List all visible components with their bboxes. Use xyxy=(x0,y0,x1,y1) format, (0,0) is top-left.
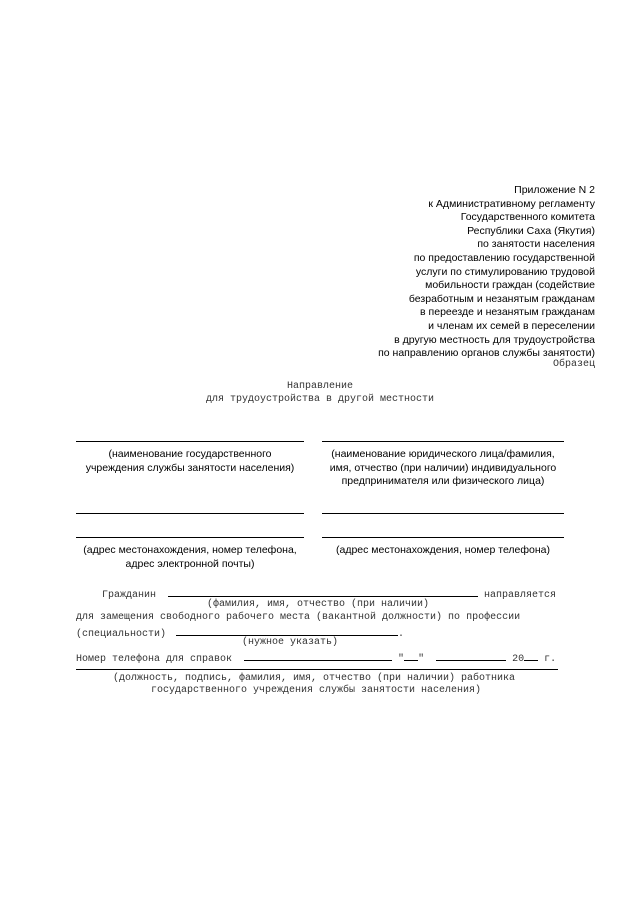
employer-name-caption: (наименование юридического лица/фамилия, имя, отчество (при наличии) индивидуального предпринимателя или физического лица) xyxy=(329,448,557,487)
document-title: Направление xyxy=(286,381,353,392)
day-field[interactable] xyxy=(404,650,418,661)
appendix-header xyxy=(255,184,595,361)
appendix-line: к Административному регламенту xyxy=(428,197,595,210)
sample-label: Образец xyxy=(552,359,595,370)
org-address-line-2[interactable] xyxy=(76,537,304,538)
specialty-field[interactable] xyxy=(176,625,398,636)
phone-label: Номер телефона для справок xyxy=(76,654,233,665)
month-field[interactable] xyxy=(436,650,506,661)
fio-hint: (фамилия, имя, отчество (при наличии) xyxy=(206,599,430,610)
appendix-line: Республики Саха (Якутия) xyxy=(467,224,595,237)
appendix-line: мобильности граждан (содействие xyxy=(425,279,595,292)
employer-name-line[interactable] xyxy=(322,441,564,442)
appendix-line: и членам их семей в переселении xyxy=(428,319,595,332)
signature-hint-2: государственного учреждения службы занятости населения) xyxy=(150,685,482,696)
appendix-line: в другую местность для трудоустройства xyxy=(394,333,595,346)
employer-address-line-1[interactable] xyxy=(322,513,564,514)
org-name-line[interactable] xyxy=(76,441,304,442)
appendix-line: по направлению органов службы занятости) xyxy=(378,347,595,360)
employer-address-line-2[interactable] xyxy=(322,537,564,538)
phone-row: Номер телефона для справок " " 20 г. xyxy=(76,650,566,665)
signature-hint-1: (должность, подпись, фамилия, имя, отчество (при наличии) работника xyxy=(112,673,516,684)
appendix-line: Приложение N 2 xyxy=(514,184,595,196)
specialty-label: (специальности) xyxy=(76,629,167,640)
year-field[interactable] xyxy=(524,650,538,661)
citizen-label: Гражданин xyxy=(102,590,157,601)
appendix-line: в переезде и незанятым гражданам xyxy=(420,306,595,319)
org-name-caption: (наименование государственного учреждения службы занятости населения) xyxy=(85,448,295,474)
org-address-line-1[interactable] xyxy=(76,513,304,514)
appendix-line: по занятости населения xyxy=(477,238,595,251)
specialty-row: (специальности) . xyxy=(76,625,566,640)
directed-label: направляется xyxy=(484,590,557,601)
citizen-fio-field[interactable] xyxy=(168,586,478,597)
org-address-caption: (адрес местонахождения, номер телефона, адрес электронной почты) xyxy=(83,544,297,570)
appendix-line: Государственного комитета xyxy=(460,211,595,224)
phone-field[interactable] xyxy=(244,650,392,661)
appendix-line: безработным и незанятым гражданам xyxy=(408,292,595,305)
appendix-line: по предоставлению государственной xyxy=(413,251,595,264)
purpose-text: для замещения свободного рабочего места (вакантной должности) по профессии xyxy=(76,612,521,623)
employer-address-caption: (адрес местонахождения, номер телефона) xyxy=(335,544,551,556)
specify-hint: (нужное указать) xyxy=(241,637,338,648)
appendix-line: услуги по стимулированию трудовой xyxy=(415,265,595,278)
document-subtitle: для трудоустройства в другой местности xyxy=(205,394,435,405)
signature-line[interactable] xyxy=(76,669,558,670)
